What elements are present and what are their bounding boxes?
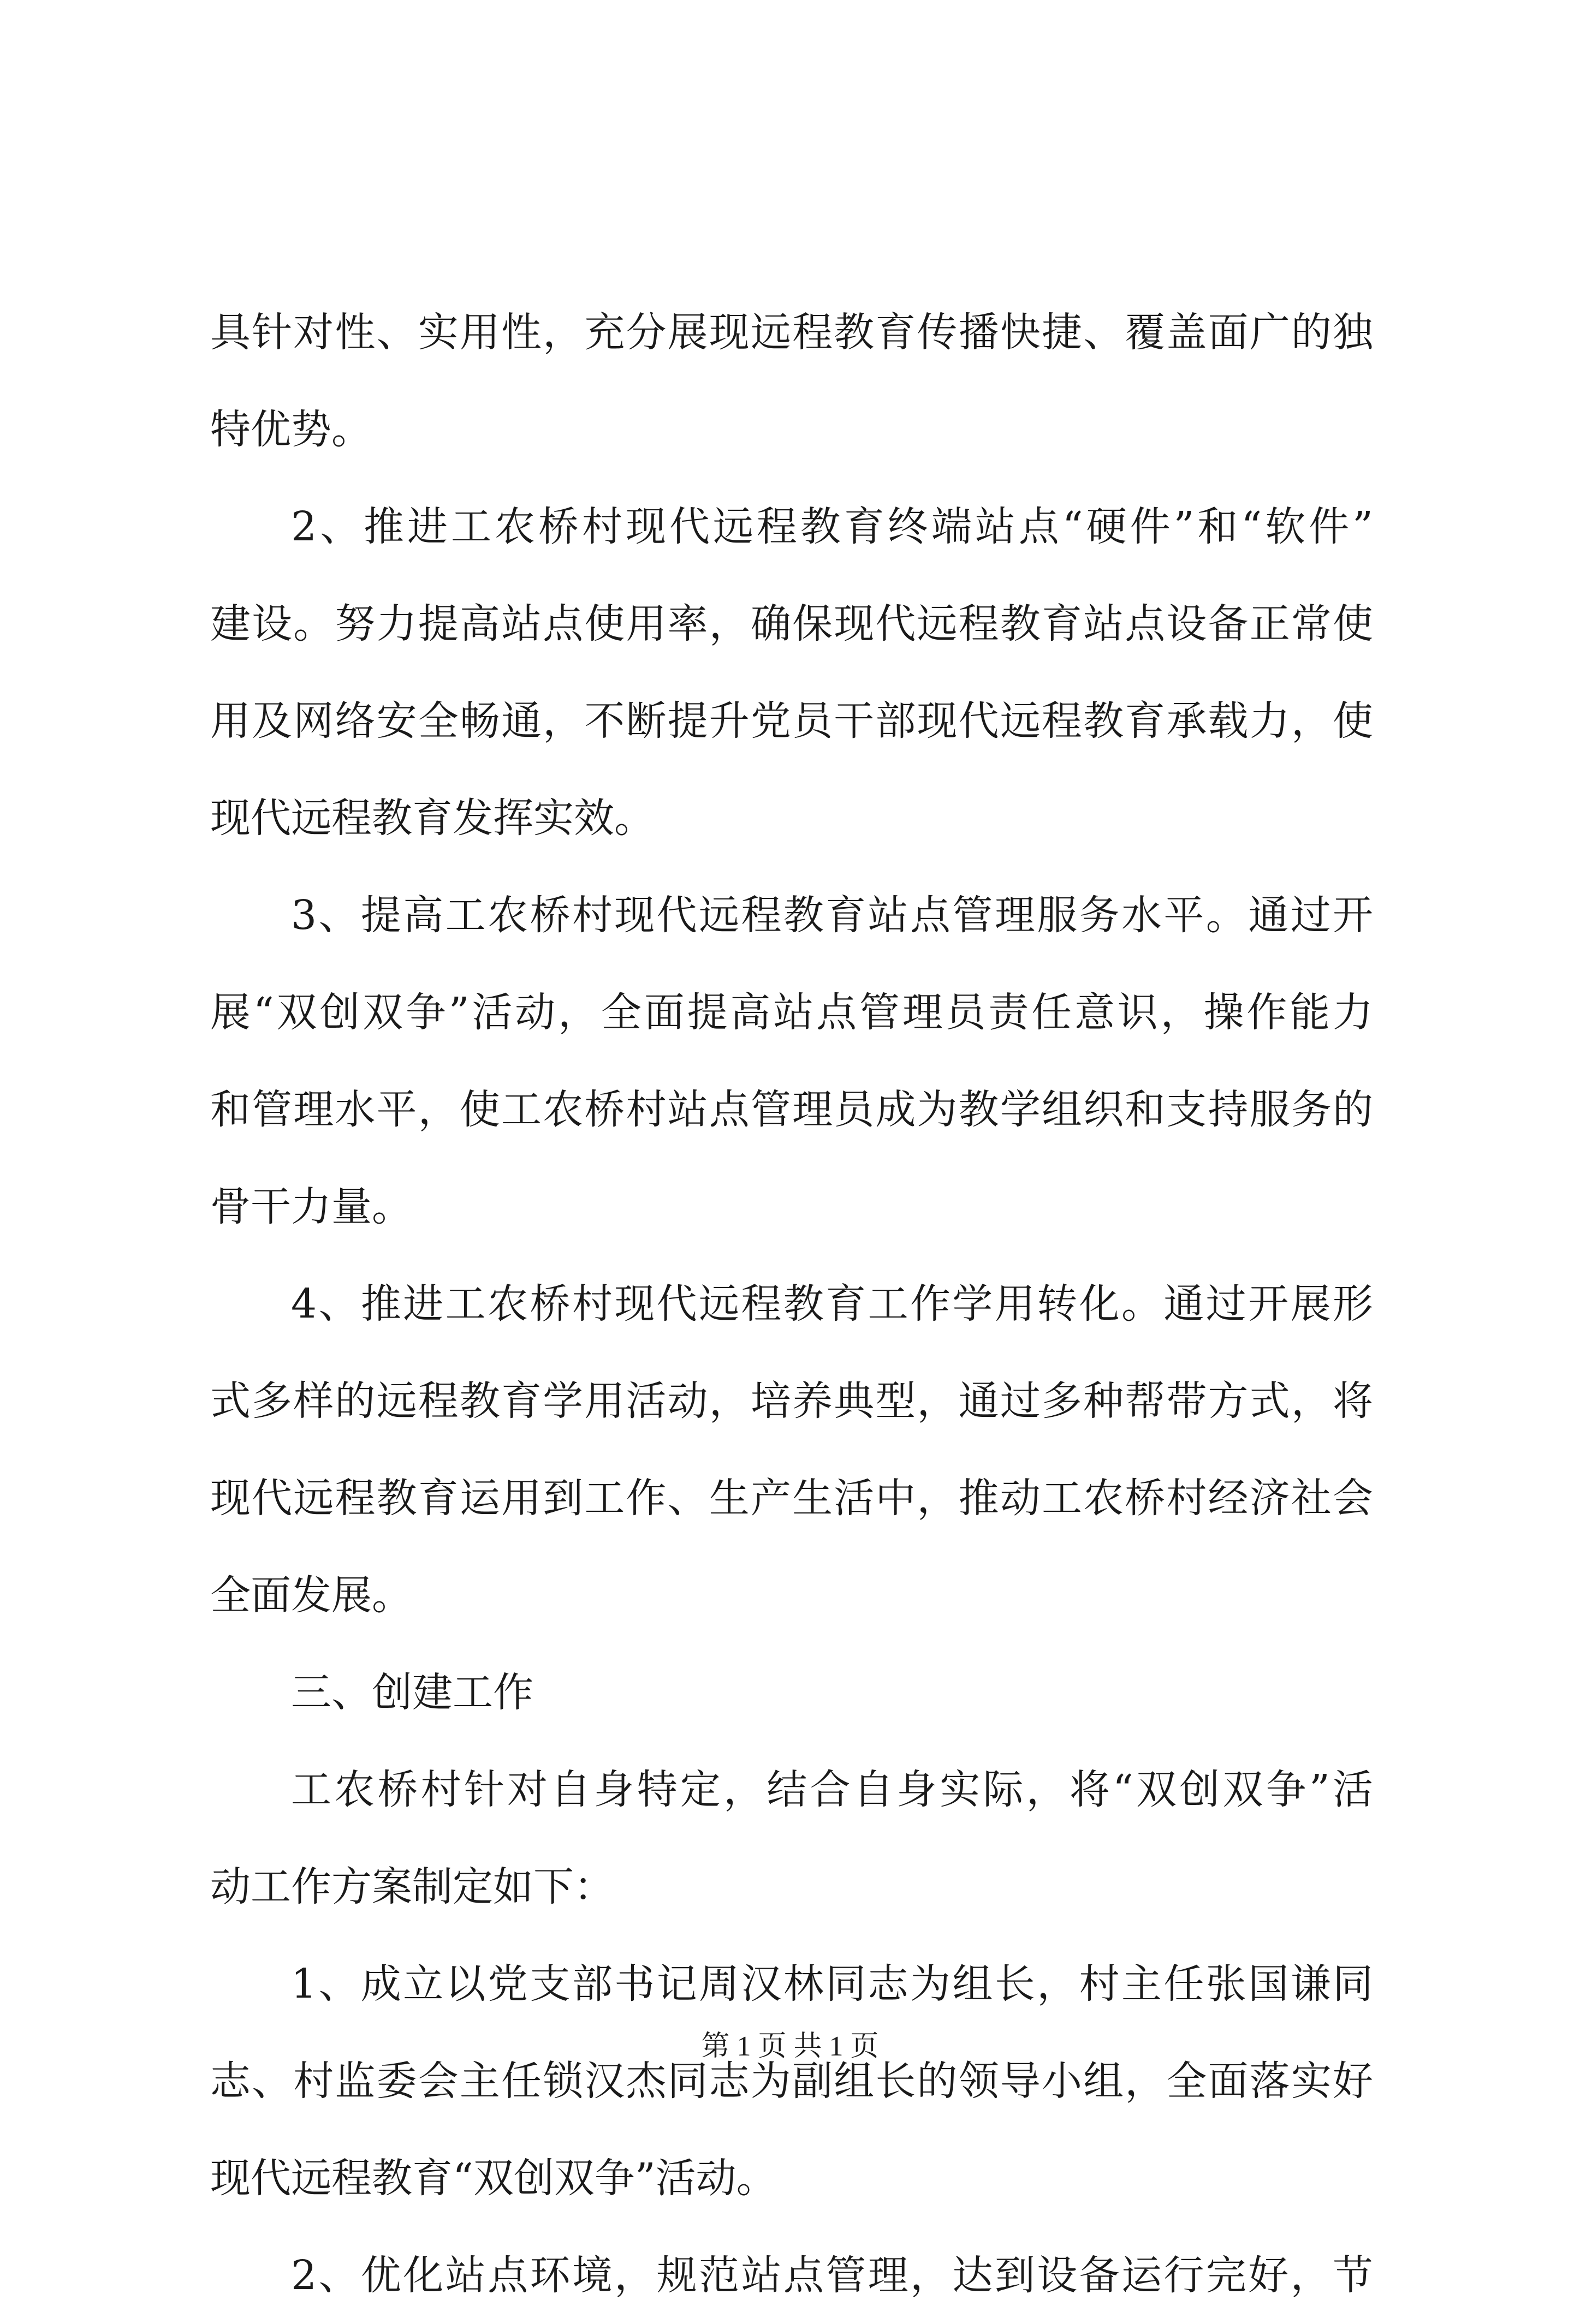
- text-line: 现代远程教育“双创双争”活动。: [210, 2155, 777, 2202]
- text-line: 1、成立以党支部书记周汉林同志为组长，村主任张国谦同: [291, 1960, 1373, 2007]
- text-line: 2、推进工农桥村现代远程教育终端站点“硬件”和“软件”: [291, 503, 1373, 550]
- text-line: 工农桥村针对自身特定，结合自身实际，将“双创双争”活: [291, 1766, 1373, 1813]
- text-line: 志、村监委会主任锁汉杰同志为副组长的领导小组，全面落实好: [210, 2058, 1373, 2105]
- text-line: 4、推进工农桥村现代远程教育工作学用转化。通过开展形: [291, 1280, 1373, 1327]
- text-line: 用及网络安全畅通，不断提升党员干部现代远程教育承载力，使: [210, 698, 1373, 744]
- text-line: 展“双创双争”活动，全面提高站点管理员责任意识，操作能力: [210, 989, 1373, 1036]
- text-line: 式多样的远程教育学用活动，培养典型，通过多种帮带方式，将: [210, 1378, 1373, 1425]
- text-line: 骨干力量。: [210, 1183, 412, 1230]
- page-footer: 第 1 页 共 1 页: [701, 2031, 879, 2062]
- text-line: 特优势。: [210, 406, 372, 453]
- text-line: 现代远程教育运用到工作、生产生活中，推动工农桥村经济社会: [210, 1475, 1373, 1522]
- text-line: 全面发展。: [210, 1572, 412, 1619]
- text-line: 2、优化站点环境，规范站点管理，达到设备运行完好，节: [291, 2252, 1373, 2299]
- text-line: 动工作方案制定如下：: [210, 1863, 614, 1910]
- text-line: 建设。努力提高站点使用率，确保现代远程教育站点设备正常使: [210, 600, 1373, 647]
- text-line: 三、创建工作: [291, 1669, 533, 1716]
- text-line: 具针对性、实用性，充分展现远程教育传播快捷、覆盖面广的独: [210, 309, 1373, 356]
- text-line: 现代远程教育发挥实效。: [210, 795, 655, 842]
- text-line: 和管理水平，使工农桥村站点管理员成为教学组织和支持服务的: [210, 1086, 1373, 1133]
- document-body: [210, 284, 1373, 2324]
- text-line: 3、提高工农桥村现代远程教育站点管理服务水平。通过开: [291, 892, 1373, 939]
